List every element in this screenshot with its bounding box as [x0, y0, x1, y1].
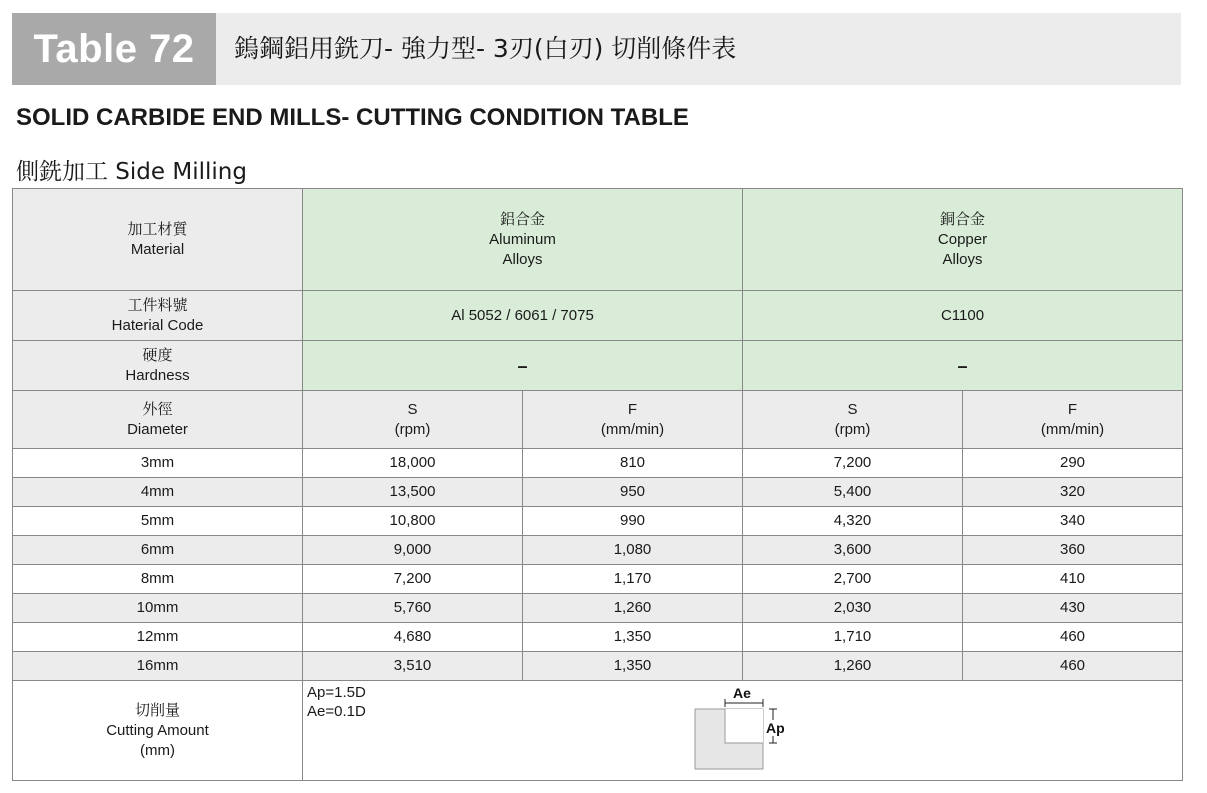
- copper-speed-cell: 1,710: [743, 623, 963, 652]
- code-row: [13, 291, 1183, 341]
- aluminum-zh: 鋁合金: [499, 210, 545, 228]
- aluminum-feed-cell: 990: [523, 507, 743, 536]
- hardness-row: [13, 341, 1183, 391]
- copper-feed-cell: 430: [963, 594, 1183, 623]
- copper-feed-cell: 460: [963, 652, 1183, 681]
- table-number-label: Table 72: [12, 13, 216, 85]
- aluminum-speed-cell: 13,500: [303, 478, 523, 507]
- cutting-zh: 切削量: [134, 701, 180, 719]
- table-row: [13, 652, 1183, 681]
- diameter-cell: 6mm: [13, 536, 303, 565]
- copper-feed-cell: 340: [963, 507, 1183, 536]
- table-row: [13, 594, 1183, 623]
- aluminum-header: [303, 189, 743, 291]
- diameter-cell: 8mm: [13, 565, 303, 594]
- diameter-cell: 4mm: [13, 478, 303, 507]
- s-label: S: [407, 400, 418, 418]
- aluminum-speed-cell: 18,000: [303, 449, 523, 478]
- aluminum-code: Al 5052 / 6061 / 7075: [303, 291, 743, 341]
- aluminum-speed-cell: 3,510: [303, 652, 523, 681]
- aluminum-feed-header: [523, 391, 743, 449]
- aluminum-feed-cell: 1,260: [523, 594, 743, 623]
- aluminum-feed-cell: 950: [523, 478, 743, 507]
- s-label: S: [847, 400, 858, 418]
- aluminum-feed-cell: 1,350: [523, 623, 743, 652]
- copper-speed-header: [743, 391, 963, 449]
- copper-en2: Alloys: [942, 250, 983, 268]
- aluminum-speed-cell: 4,680: [303, 623, 523, 652]
- material-header: [13, 189, 303, 291]
- copper-speed-cell: 4,320: [743, 507, 963, 536]
- aluminum-speed-cell: 10,800: [303, 507, 523, 536]
- title-bar: [12, 13, 1181, 85]
- aluminum-speed-cell: 5,760: [303, 594, 523, 623]
- cutting-condition-table: [12, 188, 1183, 781]
- diameter-cell: 12mm: [13, 623, 303, 652]
- aluminum-speed-cell: 9,000: [303, 536, 523, 565]
- diameter-header: [13, 391, 303, 449]
- material-en: Material: [130, 240, 185, 258]
- table-row: [13, 536, 1183, 565]
- table-row: [13, 449, 1183, 478]
- copper-speed-cell: 5,400: [743, 478, 963, 507]
- code-zh: 工件料號: [127, 296, 188, 314]
- f-unit: (mm/min): [600, 420, 665, 438]
- copper-feed-cell: 460: [963, 623, 1183, 652]
- cut-region: [725, 709, 763, 743]
- cutting-depth-diagram: [693, 685, 803, 773]
- hardness-zh: 硬度: [142, 346, 173, 364]
- aluminum-feed-cell: 1,350: [523, 652, 743, 681]
- copper-speed-cell: 7,200: [743, 449, 963, 478]
- diameter-cell: 16mm: [13, 652, 303, 681]
- code-en: Haterial Code: [111, 316, 204, 334]
- aluminum-speed-header: [303, 391, 523, 449]
- ae-label: Ae: [733, 685, 751, 701]
- diameter-zh: 外徑: [142, 400, 173, 418]
- section-title: 側銑加工 Side Milling: [16, 159, 247, 185]
- material-zh: 加工材質: [127, 220, 188, 238]
- cutting-en1: Cutting Amount: [106, 721, 209, 739]
- copper-zh: 銅合金: [940, 210, 986, 228]
- s-unit: (rpm): [834, 420, 871, 438]
- cutting-amount-row: [13, 681, 1183, 781]
- copper-hardness: –: [743, 341, 1183, 391]
- aluminum-speed-cell: 7,200: [303, 565, 523, 594]
- s-unit: (rpm): [394, 420, 431, 438]
- copper-feed-cell: 320: [963, 478, 1183, 507]
- cutting-amount-cell: [303, 681, 1183, 781]
- table-row: [13, 507, 1183, 536]
- copper-speed-cell: 2,030: [743, 594, 963, 623]
- aluminum-feed-cell: 1,080: [523, 536, 743, 565]
- diameter-cell: 3mm: [13, 449, 303, 478]
- hardness-en: Hardness: [125, 366, 190, 384]
- diameter-header-row: [13, 391, 1183, 449]
- page-title: 鎢鋼鋁用銑刀- 強力型- 3刃(白刃) 切削條件表: [234, 34, 737, 63]
- copper-feed-header: [963, 391, 1183, 449]
- code-header: [13, 291, 303, 341]
- aluminum-feed-cell: 810: [523, 449, 743, 478]
- f-label: F: [627, 400, 638, 418]
- f-label: F: [1067, 400, 1078, 418]
- copper-speed-cell: 3,600: [743, 536, 963, 565]
- table-row: [13, 565, 1183, 594]
- aluminum-hardness: –: [303, 341, 743, 391]
- diameter-cell: 10mm: [13, 594, 303, 623]
- english-title: SOLID CARBIDE END MILLS- CUTTING CONDITION TABLE: [16, 104, 689, 131]
- aluminum-en1: Aluminum: [489, 230, 556, 248]
- copper-speed-cell: 2,700: [743, 565, 963, 594]
- ap-note: Ap=1.5D: [307, 684, 366, 701]
- material-row: [13, 189, 1183, 291]
- table-row: [13, 623, 1183, 652]
- diameter-en: Diameter: [127, 420, 188, 438]
- copper-code: C1100: [743, 291, 1183, 341]
- cutting-notes: [307, 683, 366, 721]
- ap-label: Ap: [766, 720, 785, 736]
- aluminum-feed-cell: 1,170: [523, 565, 743, 594]
- hardness-header: [13, 341, 303, 391]
- copper-feed-cell: 360: [963, 536, 1183, 565]
- copper-speed-cell: 1,260: [743, 652, 963, 681]
- cutting-amount-header: [13, 681, 303, 781]
- ae-note: Ae=0.1D: [307, 703, 366, 720]
- f-unit: (mm/min): [1040, 420, 1105, 438]
- diameter-cell: 5mm: [13, 507, 303, 536]
- copper-feed-cell: 410: [963, 565, 1183, 594]
- copper-en1: Copper: [937, 230, 988, 248]
- copper-header: [743, 189, 1183, 291]
- table-row: [13, 478, 1183, 507]
- cutting-en2: (mm): [140, 741, 175, 759]
- aluminum-en2: Alloys: [502, 250, 543, 268]
- copper-feed-cell: 290: [963, 449, 1183, 478]
